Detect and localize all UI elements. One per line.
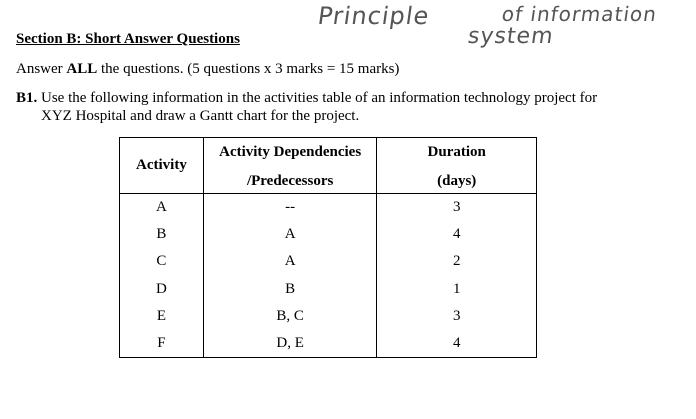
cell-predecessors: A — [203, 248, 377, 275]
section-heading: Section B: Short Answer Questions — [16, 31, 240, 47]
cell-activity: B — [120, 221, 204, 248]
table-row — [120, 221, 537, 248]
handwritten-note-system: system — [466, 24, 556, 49]
instructions — [16, 61, 399, 78]
table-row — [120, 330, 537, 357]
handwritten-note-of-information: of information — [500, 2, 659, 26]
instructions-suffix: the questions. (5 questions x 3 marks = 15 marks) — [97, 61, 400, 77]
table-row — [120, 248, 537, 275]
cell-predecessors: A — [203, 221, 377, 248]
cell-duration: 3 — [377, 303, 537, 330]
cell-activity: E — [120, 303, 204, 330]
cell-duration: 4 — [377, 330, 537, 357]
header-duration-line2: (days) — [437, 172, 477, 189]
handwritten-note-principle: Principle — [316, 2, 432, 30]
activities-table — [119, 137, 537, 358]
question-text-1: Use the following information in the activities table of an information technology project for — [37, 90, 598, 106]
instructions-prefix: Answer — [16, 61, 67, 77]
header-duration — [377, 138, 537, 194]
cell-activity: F — [120, 330, 204, 357]
cell-activity: C — [120, 248, 204, 275]
header-dependencies-line2: /Predecessors — [246, 172, 334, 189]
cell-predecessors: D, E — [203, 330, 377, 357]
header-dependencies-line1: Activity Dependencies — [219, 143, 362, 160]
cell-activity: A — [120, 194, 204, 221]
instructions-bold: ALL — [66, 61, 98, 77]
table-header-row — [120, 138, 537, 194]
header-dependencies — [203, 138, 377, 194]
cell-duration: 2 — [377, 248, 537, 275]
cell-duration: 3 — [377, 194, 537, 221]
cell-activity: D — [120, 275, 204, 302]
cell-predecessors: -- — [203, 194, 377, 221]
cell-duration: 1 — [377, 275, 537, 302]
table-row — [120, 194, 537, 221]
question-line-2: XYZ Hospital and draw a Gantt chart for the project. — [41, 108, 360, 124]
cell-predecessors: B — [203, 275, 377, 302]
header-activity: Activity — [120, 138, 204, 194]
cell-duration: 4 — [377, 221, 537, 248]
question-line-1 — [16, 90, 597, 107]
question-number: B1. — [16, 90, 38, 106]
table-row — [120, 275, 537, 302]
header-duration-line1: Duration — [427, 143, 486, 160]
table-row — [120, 303, 537, 330]
cell-predecessors: B, C — [203, 303, 377, 330]
